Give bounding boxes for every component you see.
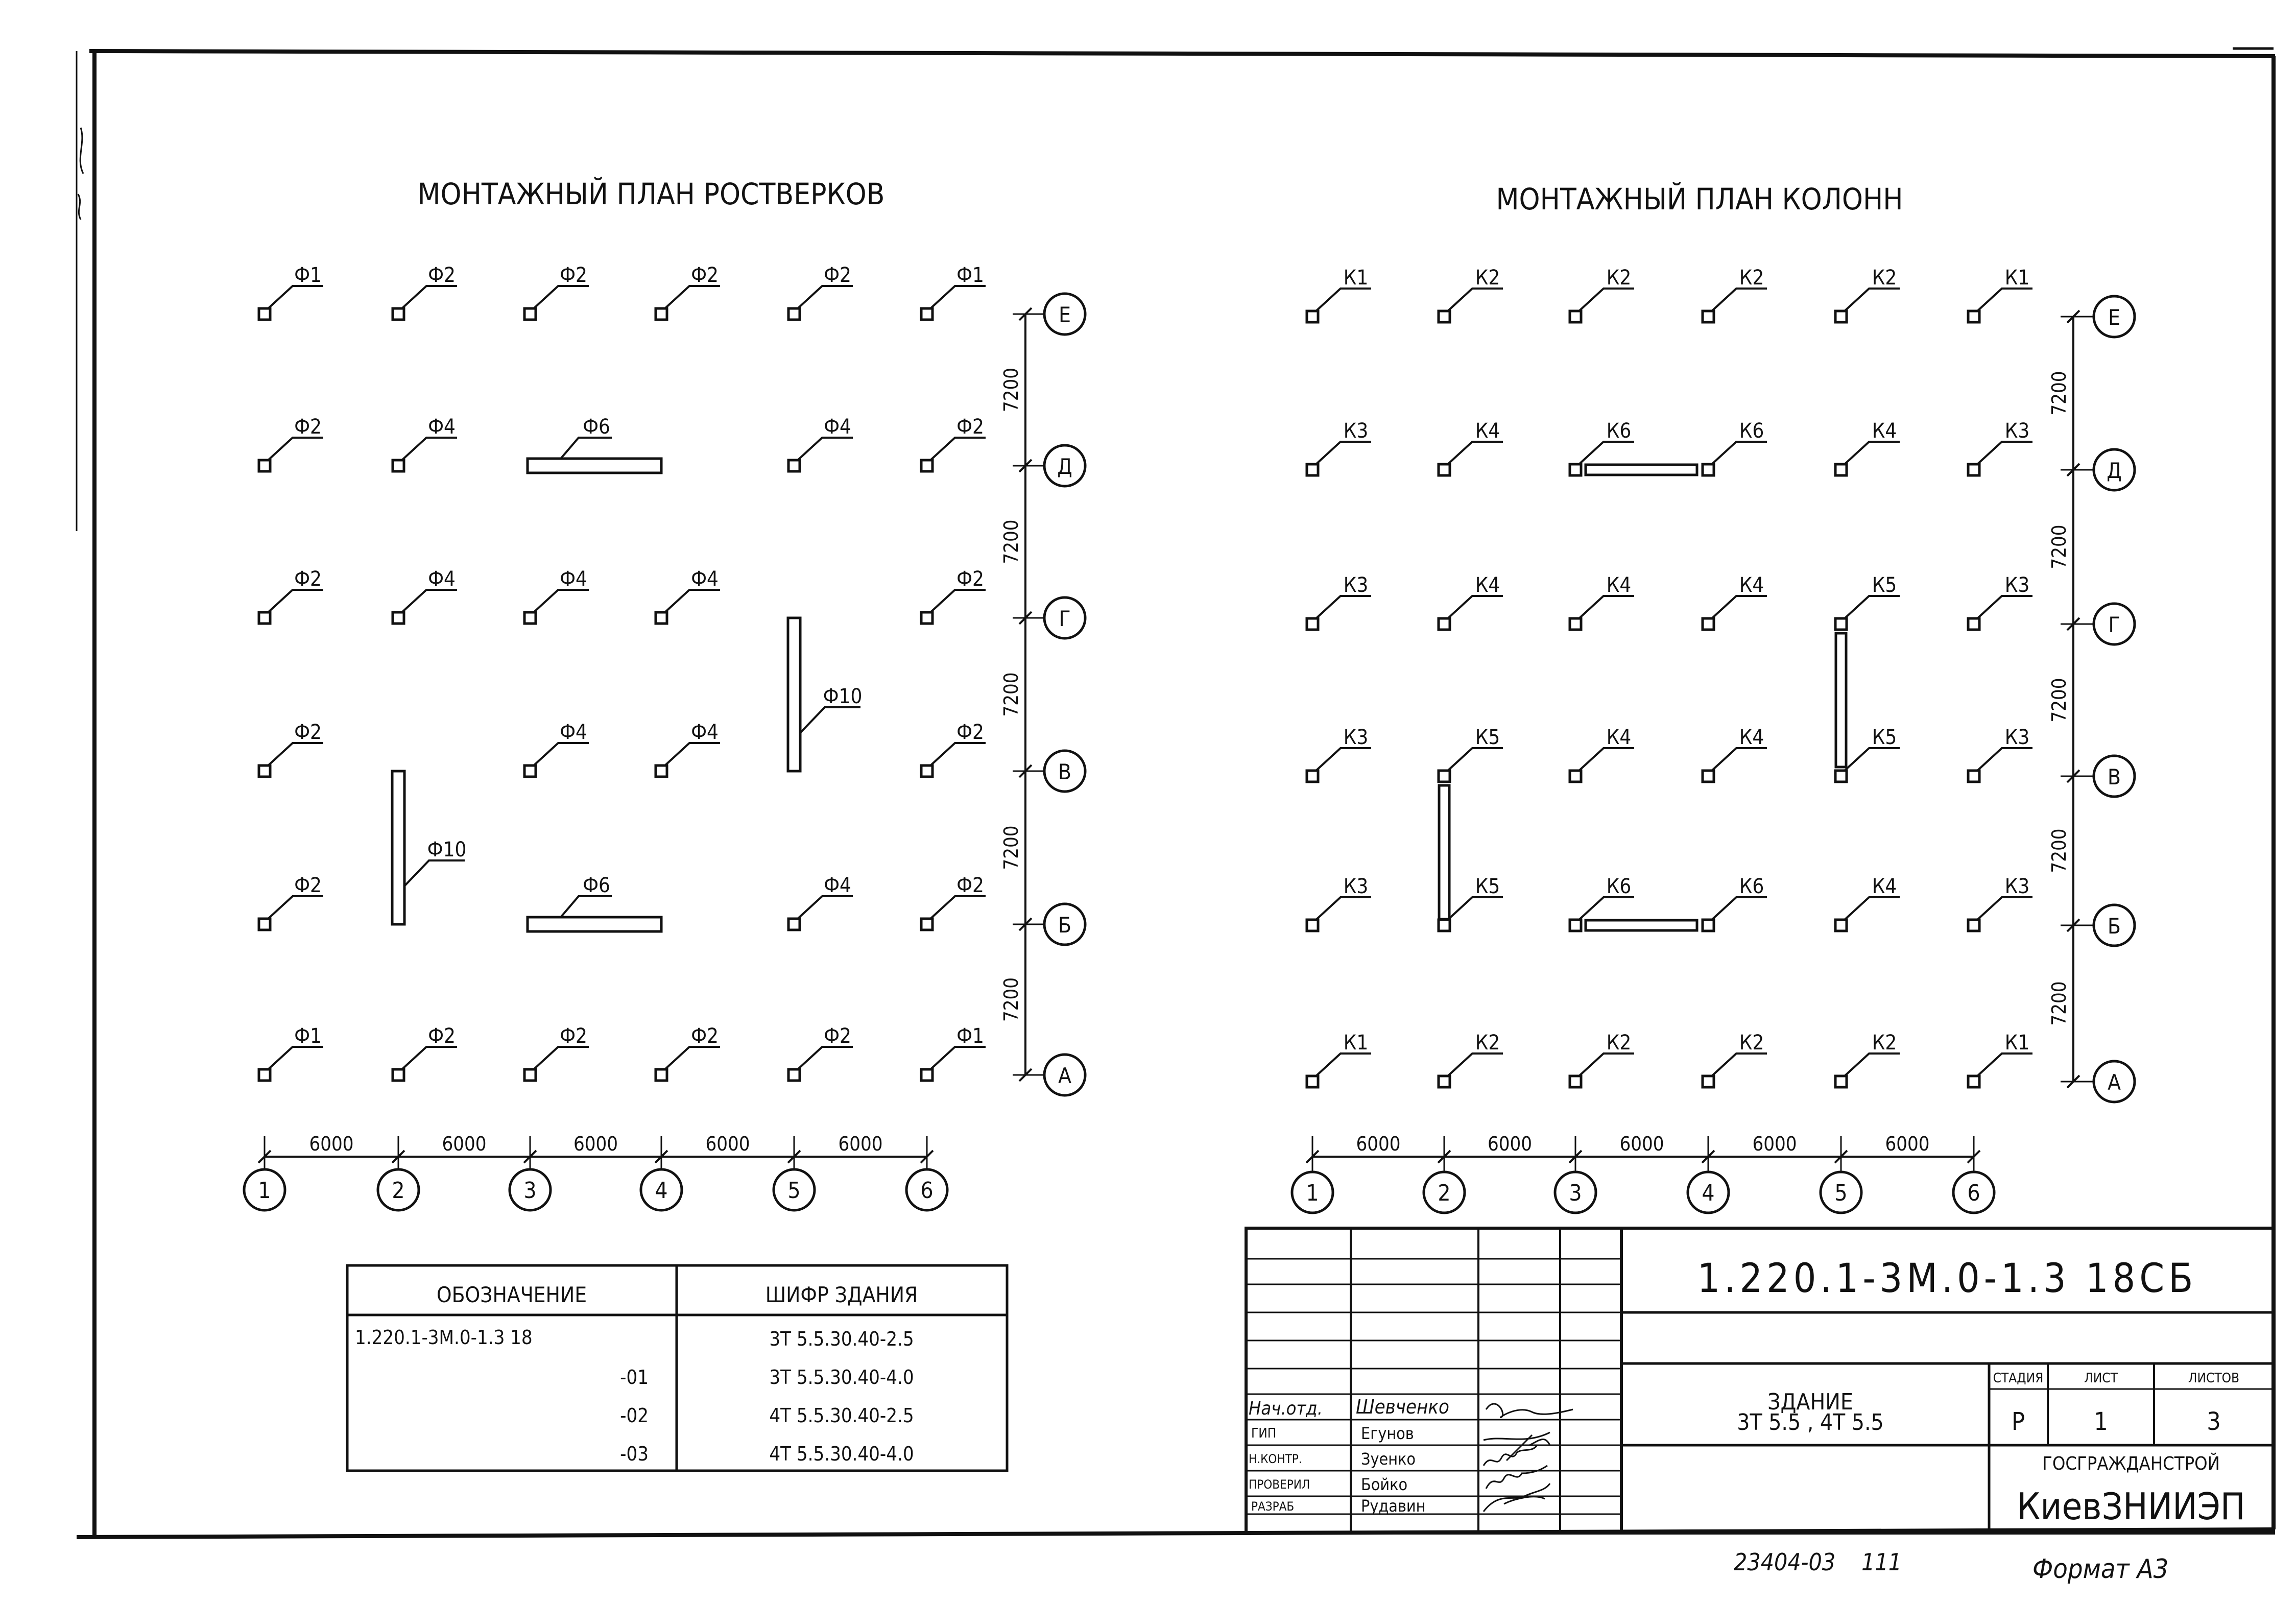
link-horizontal — [1586, 465, 1697, 475]
element-label: Ф2 — [294, 415, 322, 439]
element-marker — [1570, 464, 1581, 475]
element-label: Ф4 — [691, 567, 719, 591]
axis-number-label: 3 — [523, 1178, 537, 1204]
element-marker — [1570, 771, 1581, 782]
element-label: Ф1 — [956, 264, 984, 287]
row-spacing-label: 7200 — [1000, 368, 1022, 412]
element-marker — [788, 919, 800, 930]
element-marker — [1968, 1076, 1979, 1087]
element-label: К2 — [1475, 1031, 1500, 1055]
element-label: К1 — [2004, 1031, 2030, 1055]
axis-number-label: 5 — [1834, 1180, 1848, 1206]
axis-letter-label: В — [1058, 759, 1071, 784]
axis-number-label: 5 — [787, 1178, 801, 1204]
element-marker — [656, 765, 667, 777]
axis-letter-label: Е — [1059, 302, 1071, 327]
element-label: К2 — [1872, 1031, 1897, 1055]
beam-label: Ф6 — [583, 415, 610, 439]
element-label: Ф2 — [824, 264, 851, 287]
element-marker — [1703, 771, 1714, 782]
element-label: Ф4 — [691, 721, 719, 744]
element-marker — [921, 612, 932, 624]
element-marker — [524, 308, 536, 320]
element-label: К5 — [1872, 573, 1897, 597]
element-label: К3 — [2004, 875, 2030, 898]
element-marker — [524, 612, 536, 624]
paper-format: Формат А3 — [2032, 1554, 2169, 1585]
staff-role-author: РАЗРАБ — [1251, 1499, 1295, 1514]
beam-label: Ф10 — [427, 838, 467, 861]
axis-number-label: 6 — [1967, 1180, 1980, 1206]
element-marker — [921, 460, 932, 471]
beam-horizontal — [528, 459, 661, 473]
element-marker — [1835, 771, 1847, 782]
element-marker — [1570, 1076, 1581, 1087]
organization-ministry: ГОСГРАЖДАНСТРОЙ — [2042, 1453, 2220, 1474]
element-label: К4 — [1606, 726, 1632, 749]
element-label: К2 — [1475, 266, 1500, 290]
link-horizontal — [1586, 920, 1697, 930]
element-marker — [259, 612, 270, 624]
staff-name-author: Рудавин — [1361, 1496, 1426, 1516]
spec-row-2-designation: -01 — [620, 1366, 649, 1388]
element-marker — [1307, 311, 1318, 322]
element-marker — [1703, 1076, 1714, 1087]
element-label: К1 — [1343, 266, 1369, 290]
row-spacing-label: 7200 — [1000, 825, 1022, 870]
element-label: Ф1 — [294, 264, 322, 287]
element-marker — [656, 612, 667, 624]
element-marker — [788, 460, 800, 471]
element-marker — [524, 765, 536, 777]
axis-letter-label: Б — [1058, 913, 1071, 938]
spec-row-1-designation: 1.220.1-3М.0-1.3 18 — [355, 1326, 533, 1349]
element-marker — [259, 1069, 270, 1081]
element-marker — [1703, 311, 1714, 322]
element-label: Ф4 — [560, 721, 587, 744]
element-label: К6 — [1739, 419, 1764, 443]
element-label: Ф2 — [294, 567, 322, 591]
element-label: Ф2 — [956, 415, 984, 439]
element-label: К5 — [1872, 726, 1897, 749]
inventory-number: 23404-03 — [1734, 1548, 1836, 1576]
element-label: К4 — [1606, 573, 1632, 597]
element-label: Ф4 — [560, 567, 587, 591]
staff-role-gip: ГИП — [1251, 1426, 1277, 1441]
column-spacing-label: 6000 — [1752, 1133, 1797, 1155]
column-spacing-label: 6000 — [705, 1133, 750, 1155]
element-label: К3 — [2004, 419, 2030, 443]
axis-letter-label: Г — [2108, 612, 2120, 637]
element-marker — [1307, 1076, 1318, 1087]
element-marker — [1439, 771, 1450, 782]
element-marker — [393, 1069, 404, 1081]
element-marker — [921, 308, 932, 320]
element-marker — [1439, 920, 1450, 931]
building-types: 3Т 5.5 , 4Т 5.5 — [1737, 1409, 1884, 1435]
element-label: К2 — [1606, 1031, 1632, 1055]
element-marker — [656, 1069, 667, 1081]
element-marker — [1968, 618, 1979, 630]
element-label: К4 — [1475, 573, 1500, 597]
element-marker — [1835, 464, 1847, 475]
element-marker — [921, 919, 932, 930]
staff-role-head: Нач.отд. — [1249, 1398, 1323, 1419]
element-marker — [259, 765, 270, 777]
element-marker — [393, 308, 404, 320]
spec-row-1-code: 3Т 5.5.30.40-2.5 — [769, 1328, 914, 1350]
element-marker — [1835, 311, 1847, 322]
element-label: К3 — [1343, 419, 1369, 443]
element-marker — [921, 1069, 932, 1081]
spec-row-4-designation: -03 — [620, 1443, 649, 1465]
staff-role-check: ПРОВЕРИЛ — [1249, 1477, 1310, 1492]
element-marker — [1968, 464, 1979, 475]
element-label: К5 — [1475, 875, 1500, 898]
element-label: К2 — [1739, 1031, 1764, 1055]
axis-number-label: 6 — [920, 1178, 934, 1204]
beam-label: Ф6 — [583, 874, 610, 897]
row-spacing-label: 7200 — [2048, 678, 2070, 723]
element-label: Ф2 — [956, 874, 984, 897]
element-marker — [1835, 618, 1847, 630]
axis-letter-label: Е — [2108, 305, 2120, 330]
spec-row-3-code: 4Т 5.5.30.40-2.5 — [769, 1404, 914, 1427]
element-marker — [259, 460, 270, 471]
column-spacing-label: 6000 — [1885, 1133, 1930, 1155]
element-marker — [1968, 311, 1979, 322]
element-marker — [1307, 618, 1318, 630]
axis-number-label: 2 — [392, 1178, 405, 1204]
element-marker — [259, 308, 270, 320]
element-label: Ф2 — [560, 1024, 587, 1048]
spec-row-3-designation: -02 — [620, 1404, 649, 1427]
column-spacing-label: 6000 — [1619, 1133, 1664, 1155]
element-marker — [1570, 311, 1581, 322]
element-label: К4 — [1475, 419, 1500, 443]
element-marker — [1570, 920, 1581, 931]
element-marker — [788, 1069, 800, 1081]
document-code: 1.220.1-3М.0-1.3 18СБ — [1697, 1256, 2197, 1302]
staff-name-norm: Зуенко — [1361, 1449, 1416, 1469]
sheets-value: 3 — [2207, 1407, 2221, 1436]
row-spacing-label: 7200 — [2048, 524, 2070, 569]
element-marker — [1703, 920, 1714, 931]
element-label: К3 — [1343, 573, 1369, 597]
link-vertical — [1439, 785, 1449, 919]
element-marker — [1439, 618, 1450, 630]
element-label: Ф2 — [824, 1024, 851, 1048]
element-label: Ф1 — [956, 1024, 984, 1048]
element-label: Ф4 — [428, 567, 456, 591]
column-spacing-label: 6000 — [1488, 1133, 1532, 1155]
row-spacing-label: 7200 — [1000, 977, 1022, 1022]
element-label: Ф2 — [956, 567, 984, 591]
element-marker — [921, 765, 932, 777]
staff-name-check: Бойко — [1361, 1475, 1408, 1494]
spec-header-designation: ОБОЗНАЧЕНИЕ — [436, 1282, 587, 1307]
element-marker — [1968, 771, 1979, 782]
element-marker — [1439, 464, 1450, 475]
link-vertical — [1836, 633, 1846, 767]
element-label: К2 — [1739, 266, 1764, 290]
element-label: К5 — [1475, 726, 1500, 749]
element-marker — [1835, 920, 1847, 931]
element-label: К4 — [1872, 419, 1897, 443]
element-label: К4 — [1739, 573, 1764, 597]
axis-number-label: 4 — [1702, 1180, 1715, 1206]
staff-name-gip: Егунов — [1361, 1424, 1414, 1443]
staff-role-norm: Н.КОНТР. — [1249, 1452, 1302, 1466]
element-label: Ф2 — [294, 721, 322, 744]
column-spacing-label: 6000 — [573, 1133, 618, 1155]
spec-row-4-code: 4Т 5.5.30.40-4.0 — [769, 1443, 914, 1465]
row-spacing-label: 7200 — [1000, 519, 1022, 564]
element-label: Ф2 — [428, 264, 456, 287]
axis-letter-label: А — [2108, 1070, 2121, 1095]
element-marker — [259, 919, 270, 930]
element-label: К1 — [2004, 266, 2030, 290]
axis-number-label: 1 — [258, 1178, 271, 1204]
element-label: Ф2 — [294, 874, 322, 897]
element-marker — [393, 612, 404, 624]
building-label: ЗДАНИЕ — [1767, 1389, 1853, 1415]
row-spacing-label: 7200 — [2048, 371, 2070, 416]
axis-number-label: 3 — [1569, 1180, 1582, 1206]
sheet-value: 1 — [2094, 1407, 2108, 1436]
element-marker — [1307, 464, 1318, 475]
axis-number-label: 2 — [1438, 1180, 1451, 1206]
element-marker — [1439, 311, 1450, 322]
element-label: К4 — [1739, 726, 1764, 749]
sheets-label: ЛИСТОВ — [2188, 1371, 2240, 1386]
row-spacing-label: 7200 — [1000, 672, 1022, 717]
column-spacing-label: 6000 — [309, 1133, 354, 1155]
element-label: К6 — [1606, 875, 1632, 898]
axis-letter-label: Д — [2107, 458, 2122, 483]
element-label: Ф4 — [428, 415, 456, 439]
spec-row-2-code: 3Т 5.5.30.40-4.0 — [769, 1366, 914, 1388]
beam-vertical — [392, 771, 404, 924]
element-label: К3 — [2004, 573, 2030, 597]
element-label: Ф2 — [560, 264, 587, 287]
axis-letter-label: А — [1058, 1063, 1071, 1088]
element-marker — [1703, 618, 1714, 630]
element-marker — [1307, 920, 1318, 931]
row-spacing-label: 7200 — [2048, 981, 2070, 1026]
element-label: К2 — [1606, 266, 1632, 290]
element-label: Ф1 — [294, 1024, 322, 1048]
column-spacing-label: 6000 — [838, 1133, 883, 1155]
element-label: К6 — [1739, 875, 1764, 898]
element-label: К6 — [1606, 419, 1632, 443]
row-spacing-label: 7200 — [2048, 828, 2070, 873]
element-label: Ф2 — [691, 264, 719, 287]
element-marker — [1835, 1076, 1847, 1087]
element-label: К3 — [1343, 726, 1369, 749]
axis-letter-label: В — [2108, 764, 2121, 789]
element-label: К4 — [1872, 875, 1897, 898]
axis-number-label: 1 — [1306, 1180, 1319, 1206]
organization-institute: КиевЗНИИЭП — [2017, 1485, 2245, 1528]
element-label: Ф4 — [824, 415, 851, 439]
element-label: Ф2 — [428, 1024, 456, 1048]
element-marker — [788, 308, 800, 320]
element-marker — [656, 308, 667, 320]
element-marker — [1307, 771, 1318, 782]
element-label: К1 — [1343, 1031, 1369, 1055]
element-marker — [1968, 920, 1979, 931]
column-spacing-label: 6000 — [1356, 1133, 1401, 1155]
axis-letter-label: Д — [1057, 454, 1072, 479]
element-label: Ф2 — [956, 721, 984, 744]
element-label: К2 — [1872, 266, 1897, 290]
element-label: Ф2 — [691, 1024, 719, 1048]
element-marker — [1570, 618, 1581, 630]
stage-value: Р — [2011, 1407, 2025, 1436]
element-label: Ф4 — [824, 874, 851, 897]
axis-letter-label: Г — [1059, 606, 1071, 631]
right-plan-title: МОНТАЖНЫЙ ПЛАН КОЛОНН — [1496, 182, 1903, 217]
spec-header-code: ШИФР ЗДАНИЯ — [765, 1282, 918, 1307]
axis-letter-label: Б — [2108, 914, 2121, 939]
beam-horizontal — [528, 917, 661, 931]
staff-name-head: Шевченко — [1356, 1396, 1449, 1418]
inventory-suffix: 111 — [1861, 1548, 1902, 1576]
axis-number-label: 4 — [655, 1178, 668, 1204]
element-marker — [1439, 1076, 1450, 1087]
stage-label: СТАДИЯ — [1993, 1371, 2044, 1386]
sheet-label: ЛИСТ — [2084, 1371, 2118, 1386]
element-marker — [524, 1069, 536, 1081]
left-plan-title: МОНТАЖНЫЙ ПЛАН РОСТВЕРКОВ — [417, 177, 885, 211]
element-marker — [1703, 464, 1714, 475]
beam-vertical — [788, 618, 800, 771]
element-label: К3 — [1343, 875, 1369, 898]
beam-label: Ф10 — [823, 685, 863, 708]
element-marker — [393, 460, 404, 471]
column-spacing-label: 6000 — [442, 1133, 487, 1155]
element-label: К3 — [2004, 726, 2030, 749]
